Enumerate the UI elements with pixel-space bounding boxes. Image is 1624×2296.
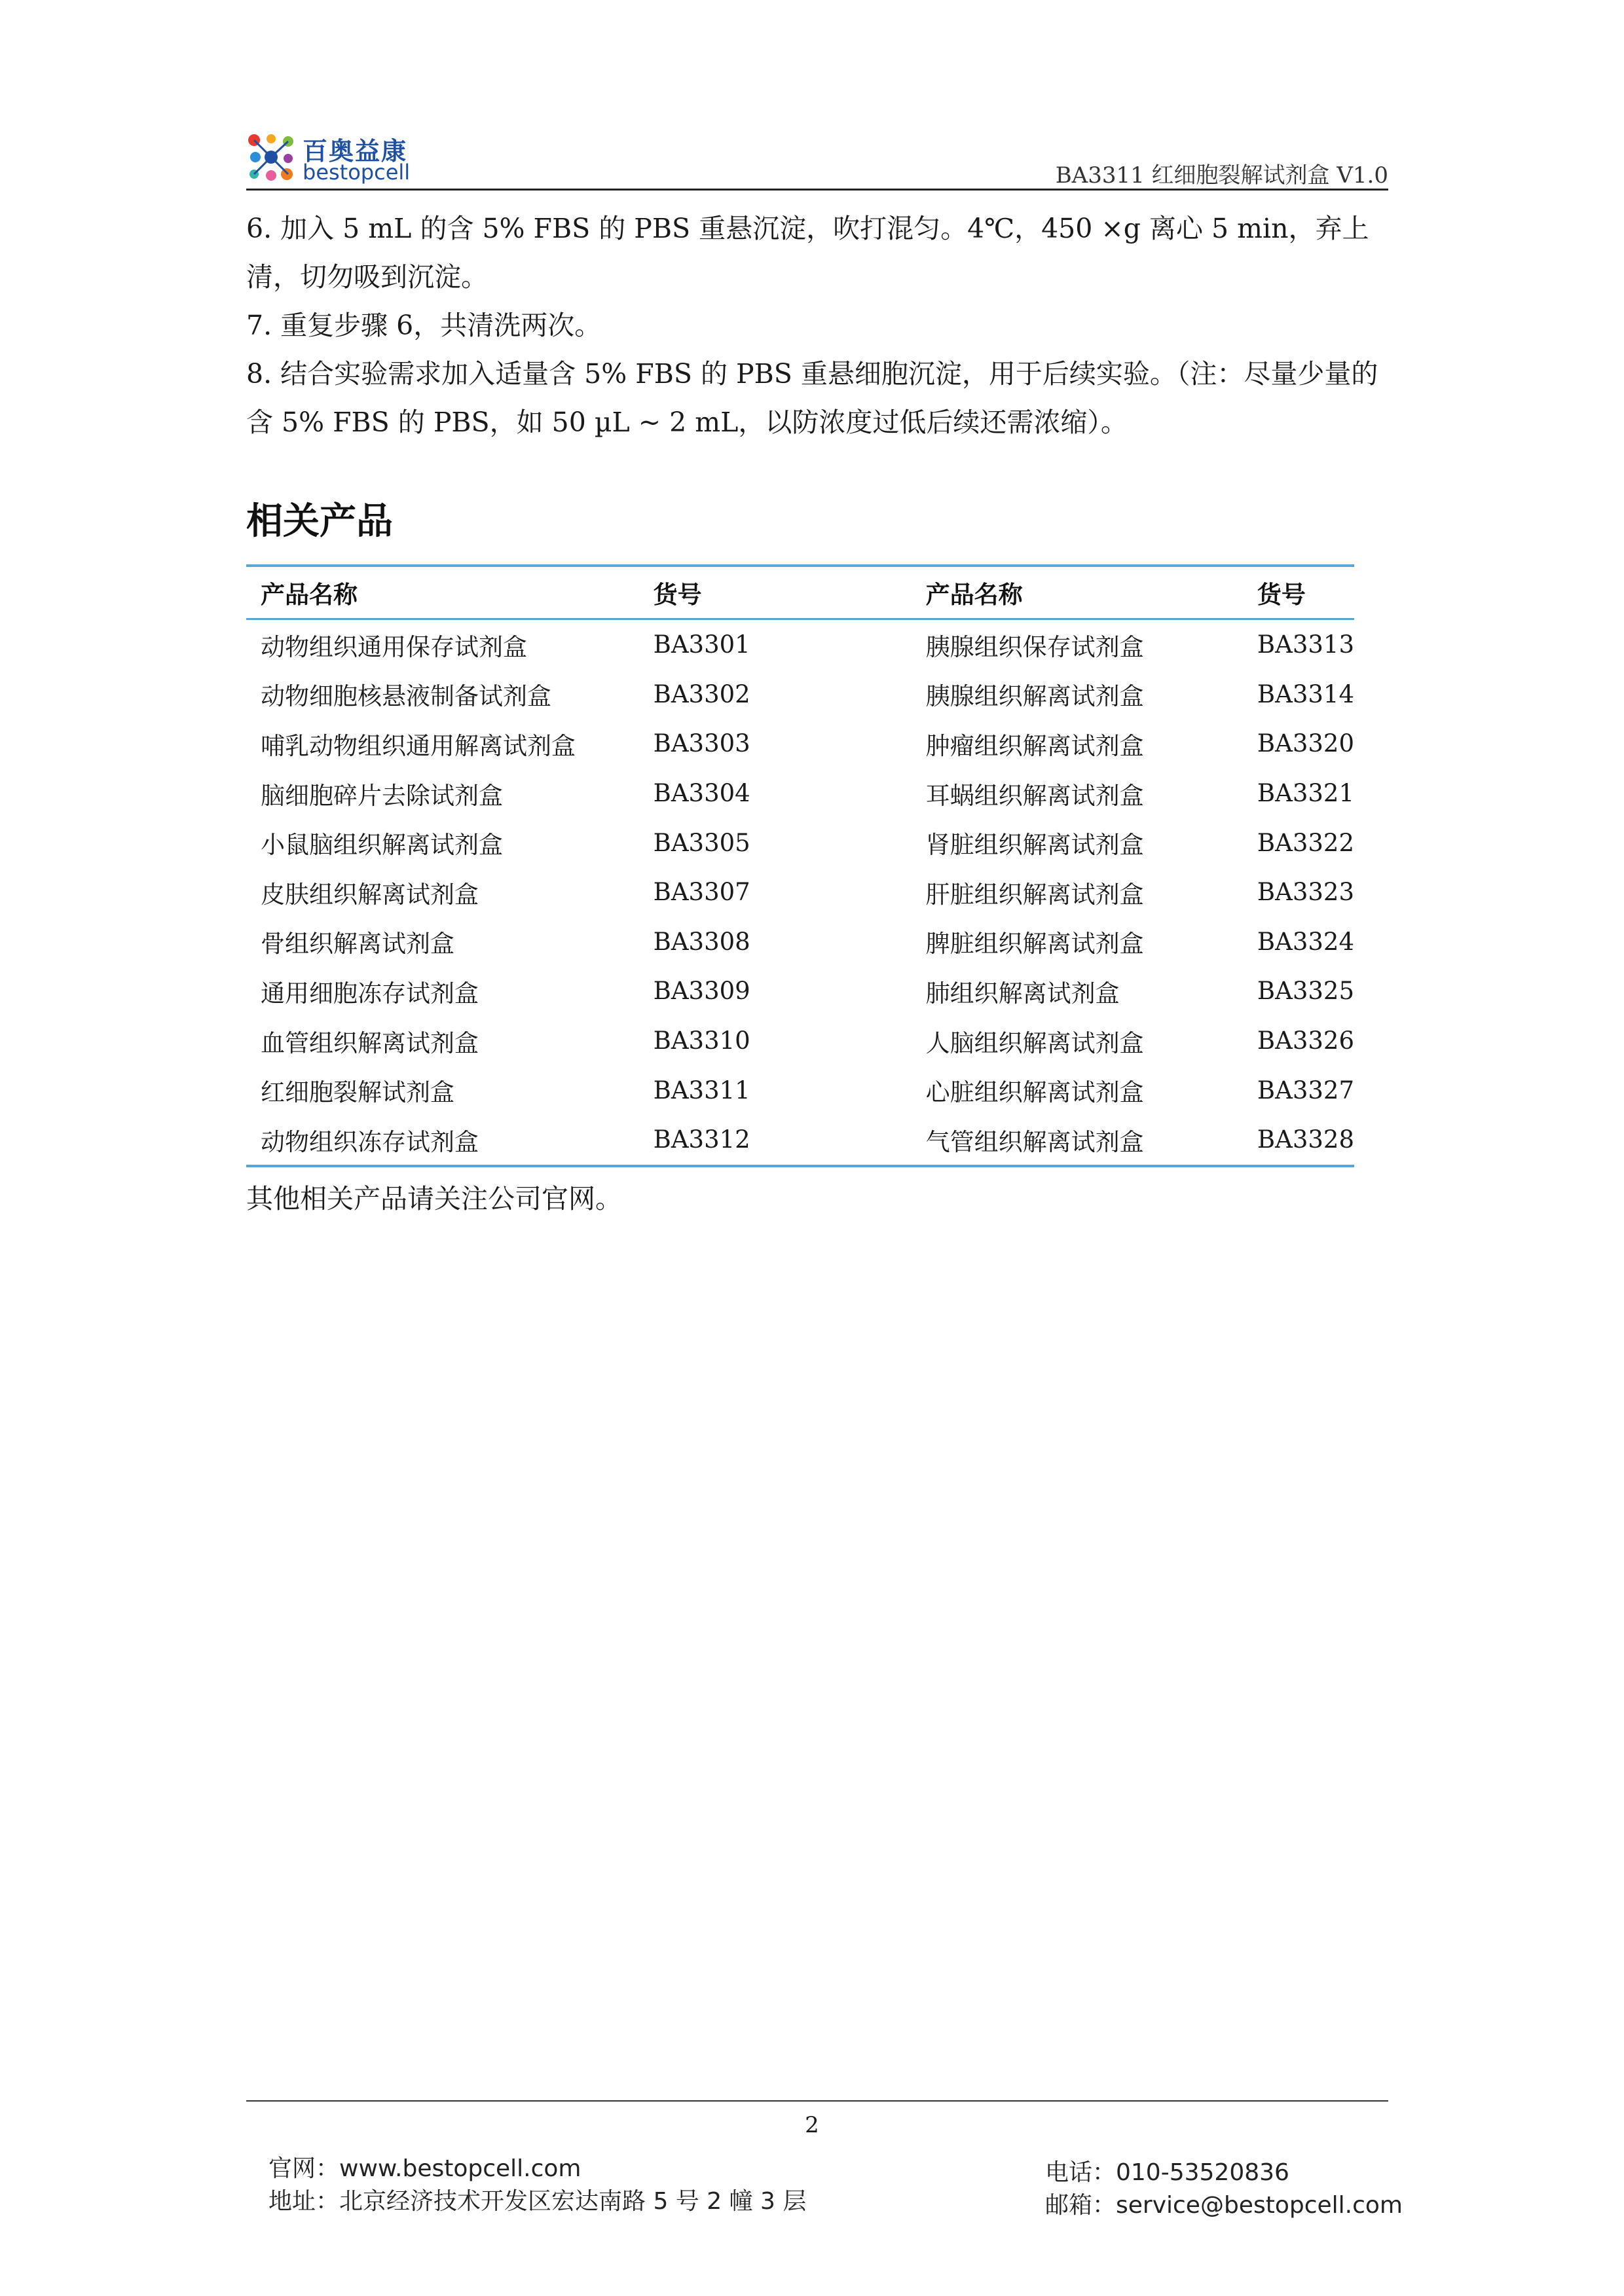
table-row: [246, 670, 1354, 720]
document-title: BA3311 红细胞裂解试剂盒 V1.0: [1055, 162, 1388, 189]
page-number: 2: [805, 2112, 819, 2138]
step-6: 6. 加入 5 mL 的含 5% FBS 的 PBS 重悬沉淀，吹打混匀。4℃，450 ×g 离心 5 min，弃上清，切勿吸到沉淀。: [246, 213, 1369, 293]
table-row: [246, 769, 1354, 818]
catalog-no: BA3326: [1257, 1027, 1354, 1055]
catalog-no: BA3303: [653, 729, 750, 758]
catalog-no: BA3301: [653, 630, 750, 659]
table-row: [246, 917, 1354, 967]
catalog-no: BA3323: [1257, 878, 1354, 907]
footer-divider: [246, 2100, 1388, 2102]
footer-email[interactable]: 邮箱：service@bestopcell.com: [1045, 2192, 1403, 2219]
logo-english-name: bestopcell: [303, 160, 411, 185]
catalog-no: BA3321: [1257, 779, 1354, 808]
catalog-no: BA3304: [653, 779, 750, 808]
product-name: 哺乳动物组织通用解离试剂盒: [261, 731, 576, 760]
table-row: [246, 1065, 1354, 1115]
product-name: 肿瘤组织解离试剂盒: [925, 731, 1144, 760]
product-name: 气管组织解离试剂盒: [925, 1127, 1144, 1156]
product-name: 胰腺组织解离试剂盒: [925, 682, 1144, 711]
related-products-heading: 相关产品: [246, 500, 393, 543]
catalog-no: BA3312: [653, 1125, 750, 1154]
header-product-name: 产品名称: [246, 566, 639, 619]
product-name: 皮肤组织解离试剂盒: [261, 880, 479, 909]
header-catalog-no: 货号: [639, 566, 912, 619]
catalog-no: BA3307: [653, 878, 750, 907]
footer-website[interactable]: 官网：www.bestopcell.com: [268, 2155, 581, 2182]
product-name: 胰腺组织保存试剂盒: [925, 632, 1144, 661]
catalog-no: BA3309: [653, 977, 750, 1006]
catalog-no: BA3311: [653, 1076, 750, 1104]
catalog-no: BA3308: [653, 927, 750, 956]
product-name: 小鼠脑组织解离试剂盒: [261, 831, 503, 860]
catalog-no: BA3313: [1257, 630, 1354, 659]
related-products-note: 其他相关产品请关注公司官网。: [246, 1183, 622, 1214]
catalog-no: BA3325: [1257, 977, 1354, 1006]
table-header-row: [246, 566, 1354, 619]
header-catalog-no-2: 货号: [1243, 566, 1354, 619]
catalog-no: BA3324: [1257, 927, 1354, 956]
catalog-no: BA3327: [1257, 1076, 1354, 1104]
product-name: 动物组织通用保存试剂盒: [261, 632, 527, 661]
catalog-no: BA3328: [1257, 1125, 1354, 1154]
table-row: [246, 1016, 1354, 1066]
table-row: [246, 966, 1354, 1016]
product-name: 血管组织解离试剂盒: [261, 1029, 479, 1057]
catalog-no: BA3305: [653, 828, 750, 857]
product-name: 红细胞裂解试剂盒: [261, 1078, 454, 1107]
product-name: 肺组织解离试剂盒: [925, 979, 1120, 1008]
product-name: 脾脏组织解离试剂盒: [925, 930, 1144, 958]
product-name: 耳蜗组织解离试剂盒: [925, 781, 1144, 810]
product-name: 脑细胞碎片去除试剂盒: [261, 781, 503, 810]
product-name: 动物细胞核悬液制备试剂盒: [261, 682, 551, 711]
table-row: [246, 719, 1354, 769]
catalog-no: BA3322: [1257, 828, 1354, 857]
logo-dots-icon: [246, 132, 296, 182]
header-divider: [246, 189, 1388, 191]
product-name: 骨组织解离试剂盒: [261, 930, 454, 958]
footer-address: 地址：北京经济技术开发区宏达南路 5 号 2 幢 3 层: [268, 2188, 807, 2215]
table-row: [246, 867, 1354, 917]
catalog-no: BA3302: [653, 680, 750, 708]
step-7: 7. 重复步骤 6，共清洗两次。: [246, 310, 602, 341]
product-name: 人脑组织解离试剂盒: [925, 1029, 1144, 1057]
catalog-no: BA3320: [1257, 729, 1354, 758]
product-name: 肾脏组织解离试剂盒: [925, 831, 1144, 860]
company-logo: [246, 131, 416, 183]
header-product-name-2: 产品名称: [912, 566, 1243, 619]
catalog-no: BA3310: [653, 1027, 750, 1055]
table-row: [246, 818, 1354, 867]
footer-phone: 电话：010-53520836: [1045, 2159, 1289, 2186]
step-8: 8. 结合实验需求加入适量含 5% FBS 的 PBS 重悬细胞沉淀，用于后续实验。（注：尽量少量的含 5% FBS 的 PBS，如 50 µL ~ 2 mL，以防浓度过低后续还需浓缩）。: [246, 358, 1378, 438]
product-name: 通用细胞冻存试剂盒: [261, 979, 479, 1008]
product-name: 心脏组织解离试剂盒: [925, 1078, 1144, 1107]
product-name: 肝脏组织解离试剂盒: [925, 880, 1144, 909]
product-name: 动物组织冻存试剂盒: [261, 1127, 479, 1156]
catalog-no: BA3314: [1257, 680, 1354, 708]
related-products-table: [246, 564, 1354, 1167]
table-row: [246, 1115, 1354, 1166]
logo-chinese-name: 百奥益康: [303, 137, 408, 166]
table-row: [246, 619, 1354, 670]
